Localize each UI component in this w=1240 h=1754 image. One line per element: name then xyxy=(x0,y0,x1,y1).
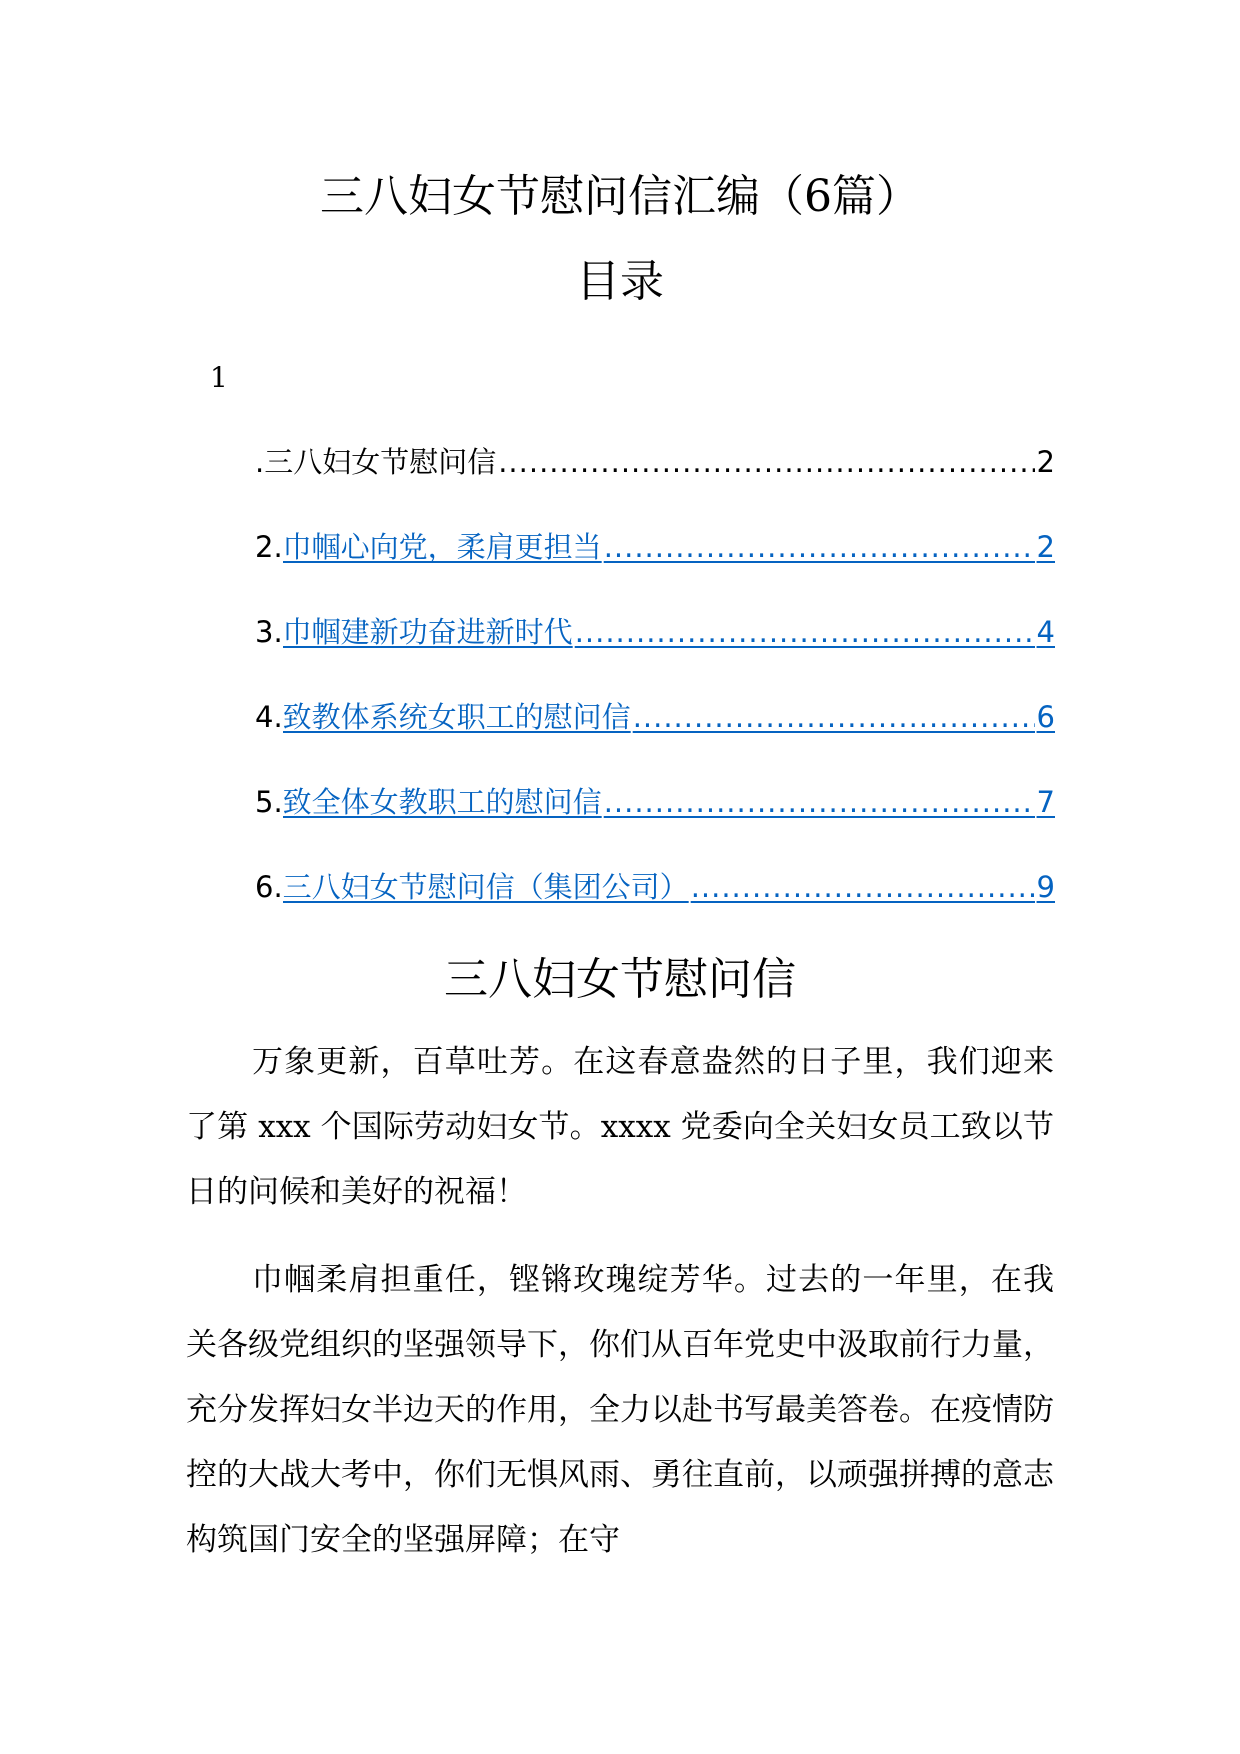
toc-item-number: 4. xyxy=(255,700,283,734)
para1-text-a: 万象更新，百草吐芳。在这春意盎然的日子里，我们迎来了第 xyxy=(186,1044,1054,1145)
paragraph-1 xyxy=(186,1030,1054,1225)
toc-leader-dots xyxy=(573,608,1035,656)
para1-placeholder-org: xxxx xyxy=(600,1109,671,1145)
toc-item-page: 9 xyxy=(1036,870,1055,904)
toc-item-link[interactable] xyxy=(283,608,1055,656)
toc-item-number: 3. xyxy=(255,615,283,649)
toc-item-page: 4 xyxy=(1036,615,1055,649)
toc-leader-dots xyxy=(496,438,1034,486)
toc-item-5[interactable] xyxy=(255,778,1055,863)
toc-item-page: 7 xyxy=(1036,785,1055,819)
toc-item-text: .三八妇女节慰问信 xyxy=(255,445,497,479)
toc-leader-dots xyxy=(689,863,1035,911)
toc-item-number: 5. xyxy=(255,785,283,819)
title-suffix: 篇） xyxy=(832,171,920,222)
toc-item-link[interactable] xyxy=(283,863,1055,911)
toc-item-text: 巾帼心向党，柔肩更担当 xyxy=(282,530,602,564)
section-title: 三八妇女节慰问信 xyxy=(444,954,796,1005)
toc-item-4[interactable] xyxy=(255,693,1055,778)
para1-placeholder-number: xxx xyxy=(258,1109,311,1145)
toc-leader-dots xyxy=(602,523,1035,571)
paragraph-2: 巾帼柔肩担重任，铿锵玫瑰绽芳华。过去的一年里，在我关各级党组织的坚强领导下，你们从百年党史中汲取前行力量，充分发挥妇女半边天的作用，全力以赴书写最美答卷。在疫情防控的大战大考中，你们无惧风雨、勇往直前，以顽强拼搏的意志构筑国门安全的坚强屏障；在守 xyxy=(186,1262,1054,1558)
toc-item-link[interactable] xyxy=(283,778,1055,826)
para1-text-e: 党委向全关妇女员工致以节日的问候和美好的祝福！ xyxy=(186,1109,1054,1210)
toc-item-3[interactable] xyxy=(255,608,1055,693)
toc-item-number: 6. xyxy=(255,870,283,904)
toc-item-link[interactable] xyxy=(283,523,1055,571)
toc-leader-dots xyxy=(631,693,1035,741)
toc-leader-dots xyxy=(602,778,1035,826)
toc-item-text: 巾帼建新功奋进新时代 xyxy=(282,615,573,649)
para1-text-c: 个国际劳动妇女节。 xyxy=(310,1109,601,1145)
toc-item-1[interactable] xyxy=(255,438,1055,523)
toc-item-link[interactable] xyxy=(283,693,1055,741)
toc-heading: 目录 xyxy=(576,256,664,307)
toc-item-2[interactable] xyxy=(255,523,1055,608)
toc-item-page: 2 xyxy=(1036,445,1055,479)
toc-item-page: 2 xyxy=(1036,530,1055,564)
title-number: 6 xyxy=(804,171,832,222)
page-marker: 1 xyxy=(210,361,228,394)
toc-item-text: 三八妇女节慰问信（集团公司） xyxy=(282,870,689,904)
toc-item-page: 6 xyxy=(1036,700,1055,734)
toc-item-6[interactable] xyxy=(255,863,1055,948)
toc-item-entry[interactable] xyxy=(255,438,1055,486)
toc-item-text: 致教体系统女职工的慰问信 xyxy=(282,700,631,734)
toc-item-number: 2. xyxy=(255,530,283,564)
table-of-contents xyxy=(255,438,1055,948)
title-prefix: 三八妇女节慰问信汇编（ xyxy=(320,171,804,222)
document-title xyxy=(0,165,1240,229)
letter-body xyxy=(186,1030,1054,1596)
toc-item-text: 致全体女教职工的慰问信 xyxy=(282,785,602,819)
